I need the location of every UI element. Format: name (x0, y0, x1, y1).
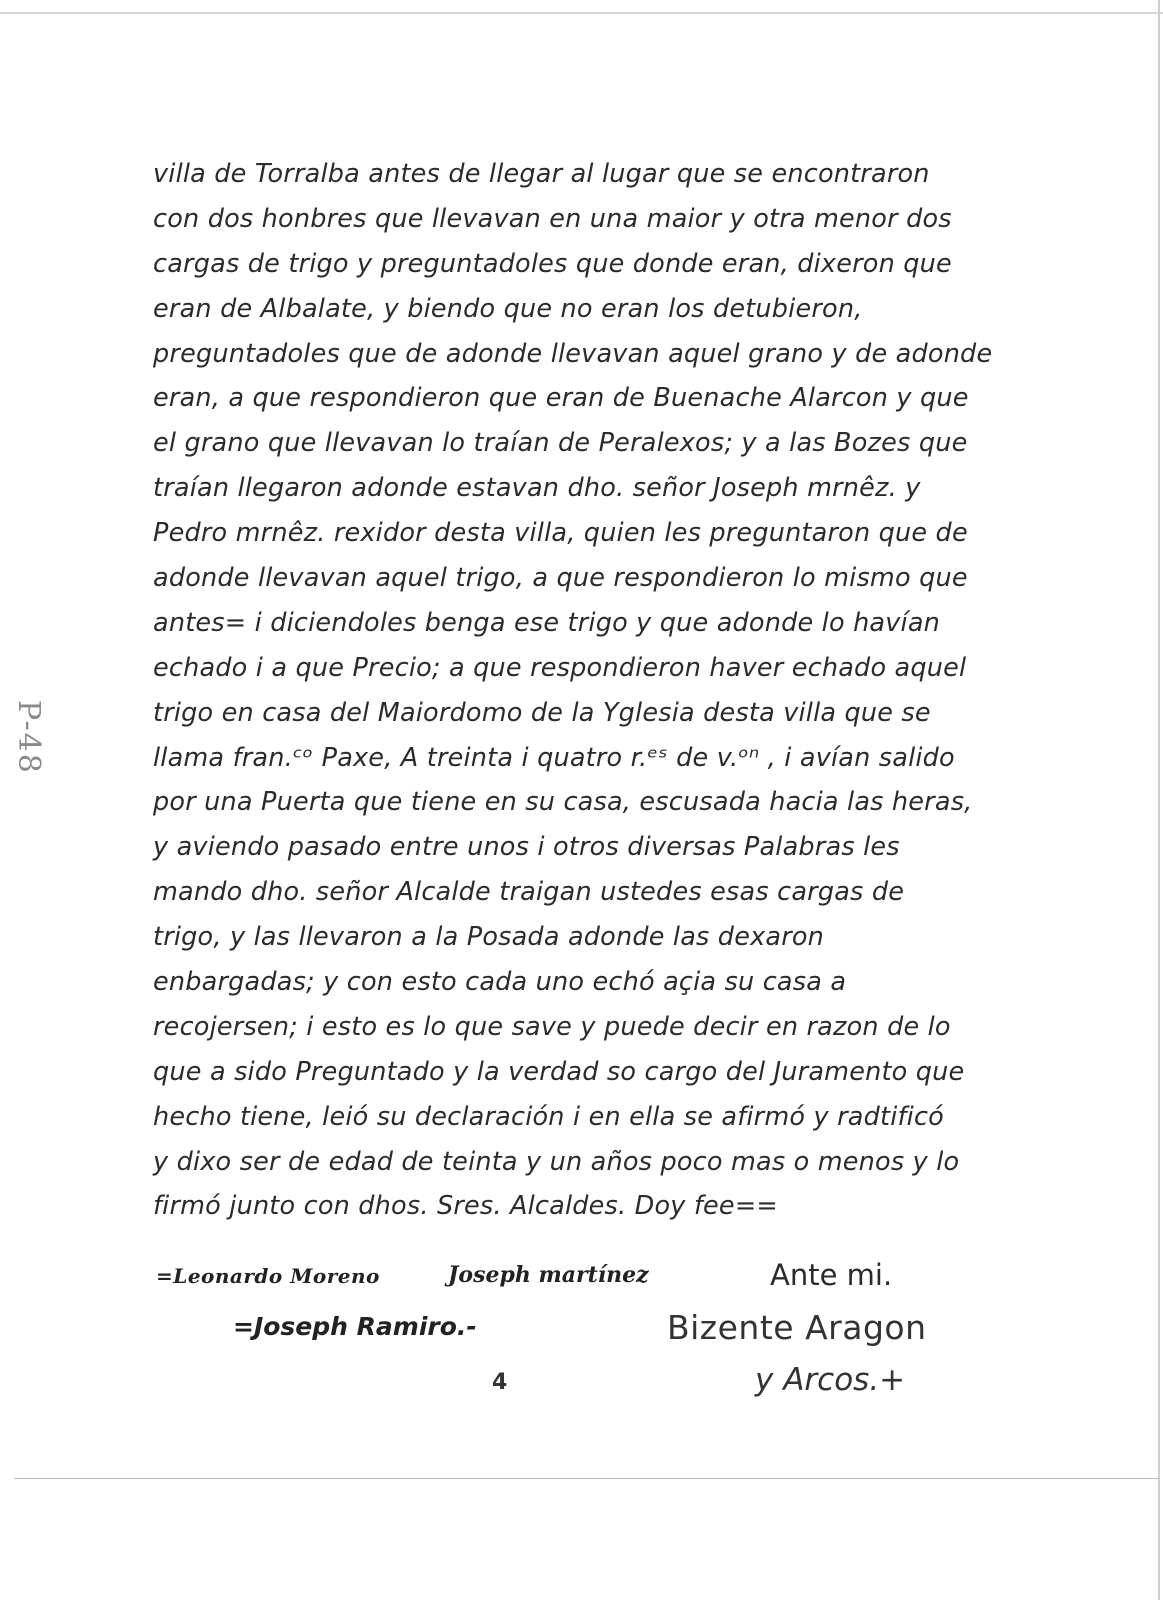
text-line: con dos honbres que llevavan en una maior y otra menor dos (153, 203, 952, 234)
text-line: echado i a que Precio; a que respondieron haver echado aquel (153, 652, 967, 683)
top-edge-line (0, 12, 1163, 14)
bottom-edge-line (14, 1478, 1159, 1479)
text-line: hecho tiene, leió su declaración i en ella se afirmó y radtificó (153, 1101, 944, 1132)
text-line: cargas de trigo y preguntadoles que donde eran, dixeron que (153, 248, 952, 279)
text-line: por una Puerta que tiene en su casa, escusada hacia las heras, (153, 787, 973, 818)
text-line: Pedro mrnêz. rexidor desta villa, quien les preguntaron que de (153, 518, 968, 549)
text-line: que a sido Preguntado y la verdad so cargo del Juramento que (153, 1056, 965, 1087)
text-line: antes= i diciendoles benga ese trigo y que adonde lo havían (153, 607, 941, 638)
text-line: firmó junto con dhos. Sres. Alcaldes. Doy fee== (153, 1191, 778, 1222)
text-line: trigo en casa del Maiordomo de la Yglesia desta villa que se (153, 697, 931, 728)
text-line: villa de Torralba antes de llegar al lugar que se encontraron (153, 159, 930, 189)
page-number: 4 (492, 1370, 508, 1395)
document-body (153, 152, 1053, 1229)
text-line: recojersen; i esto es lo que save y puede decir en razon de lo (153, 1011, 951, 1042)
notary-name: Bizente Aragon (667, 1308, 927, 1347)
text-line: mando dho. señor Alcalde traigan ustedes esas cargas de (153, 877, 905, 908)
text-line: eran de Albalate, y biendo que no eran los detubieron, (153, 293, 863, 324)
text-line: eran, a que respondieron que eran de Buenache Alarcon y que (153, 383, 969, 414)
text-line: y dixo ser de edad de teinta y un años poco mas o menos y lo (153, 1146, 960, 1177)
text-line: trigo, y las llevaron a la Posada adonde las dexaron (153, 922, 825, 953)
text-line: enbargadas; y con esto cada uno echó açia su casa a (153, 967, 847, 998)
signature-leonardo-moreno: =Leonardo Moreno (156, 1264, 380, 1288)
text-line: preguntadoles que de adonde llevavan aquel grano y de adonde (153, 338, 993, 369)
text-line: el grano que llevavan lo traían de Peralexos; y a las Bozes que (153, 428, 968, 459)
ante-mi-label: Ante mi. (770, 1258, 893, 1292)
text-line: llama fran.ᶜᵒ Paxe, A treinta i quatro r.ᵉˢ de v.ᵒⁿ , i avían salido (153, 742, 955, 773)
signature-joseph-ramiro: =Joseph Ramiro.- (233, 1312, 477, 1341)
signature-joseph-martinez: Joseph martínez (448, 1262, 649, 1288)
margin-annotation: P-48 (11, 700, 46, 775)
text-line: adonde llevavan aquel trigo, a que respondieron lo mismo que (153, 563, 968, 594)
right-edge-line (1158, 0, 1160, 1600)
text-line: y aviendo pasado entre unos i otros diversas Palabras les (153, 832, 900, 863)
notary-surname: y Arcos.+ (755, 1362, 906, 1398)
text-line: traían llegaron adonde estavan dho. señor Joseph mrnêz. y (153, 473, 921, 504)
